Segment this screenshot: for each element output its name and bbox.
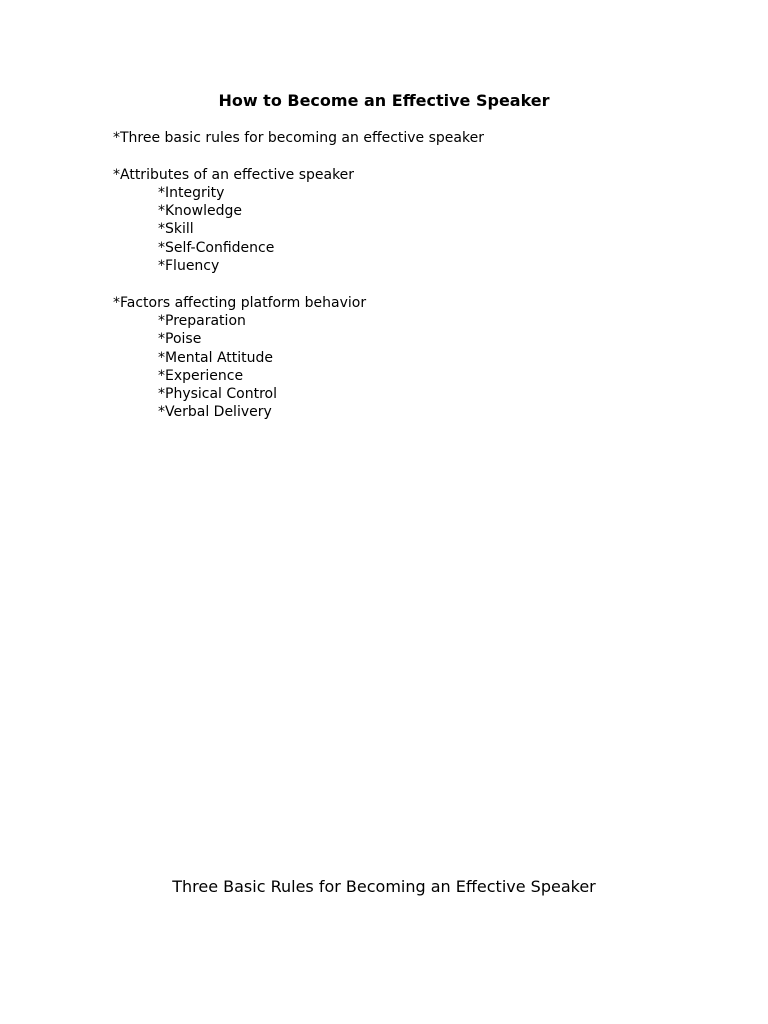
section-heading: Three Basic Rules for Becoming an Effective Speaker <box>172 877 596 896</box>
factor-item-experience: *Experience <box>158 367 244 384</box>
spacer <box>113 147 713 165</box>
attribute-item-skill: *Skill <box>158 221 194 238</box>
factor-item-preparation: *Preparation <box>158 312 246 329</box>
factor-item-verbal-delivery: *Verbal Delivery <box>158 404 272 421</box>
page-title: How to Become an Effective Speaker <box>218 91 550 110</box>
spacer <box>113 275 713 293</box>
factor-item-mental-attitude: *Mental Attitude <box>158 349 274 366</box>
attribute-item-fluency: *Fluency <box>158 258 220 275</box>
attribute-item-integrity: *Integrity <box>158 184 225 201</box>
attribute-item-self-confidence: *Self-Confidence <box>158 239 275 256</box>
factor-item-poise: *Poise <box>158 331 202 348</box>
attribute-item-knowledge: *Knowledge <box>158 203 242 220</box>
intro-line: *Three basic rules for becoming an effective speaker <box>113 130 484 146</box>
factor-item-physical-control: *Physical Control <box>158 386 278 403</box>
factors-heading: *Factors affecting platform behavior <box>113 294 367 311</box>
attributes-heading: *Attributes of an effective speaker <box>113 166 355 183</box>
outline <box>113 129 713 422</box>
